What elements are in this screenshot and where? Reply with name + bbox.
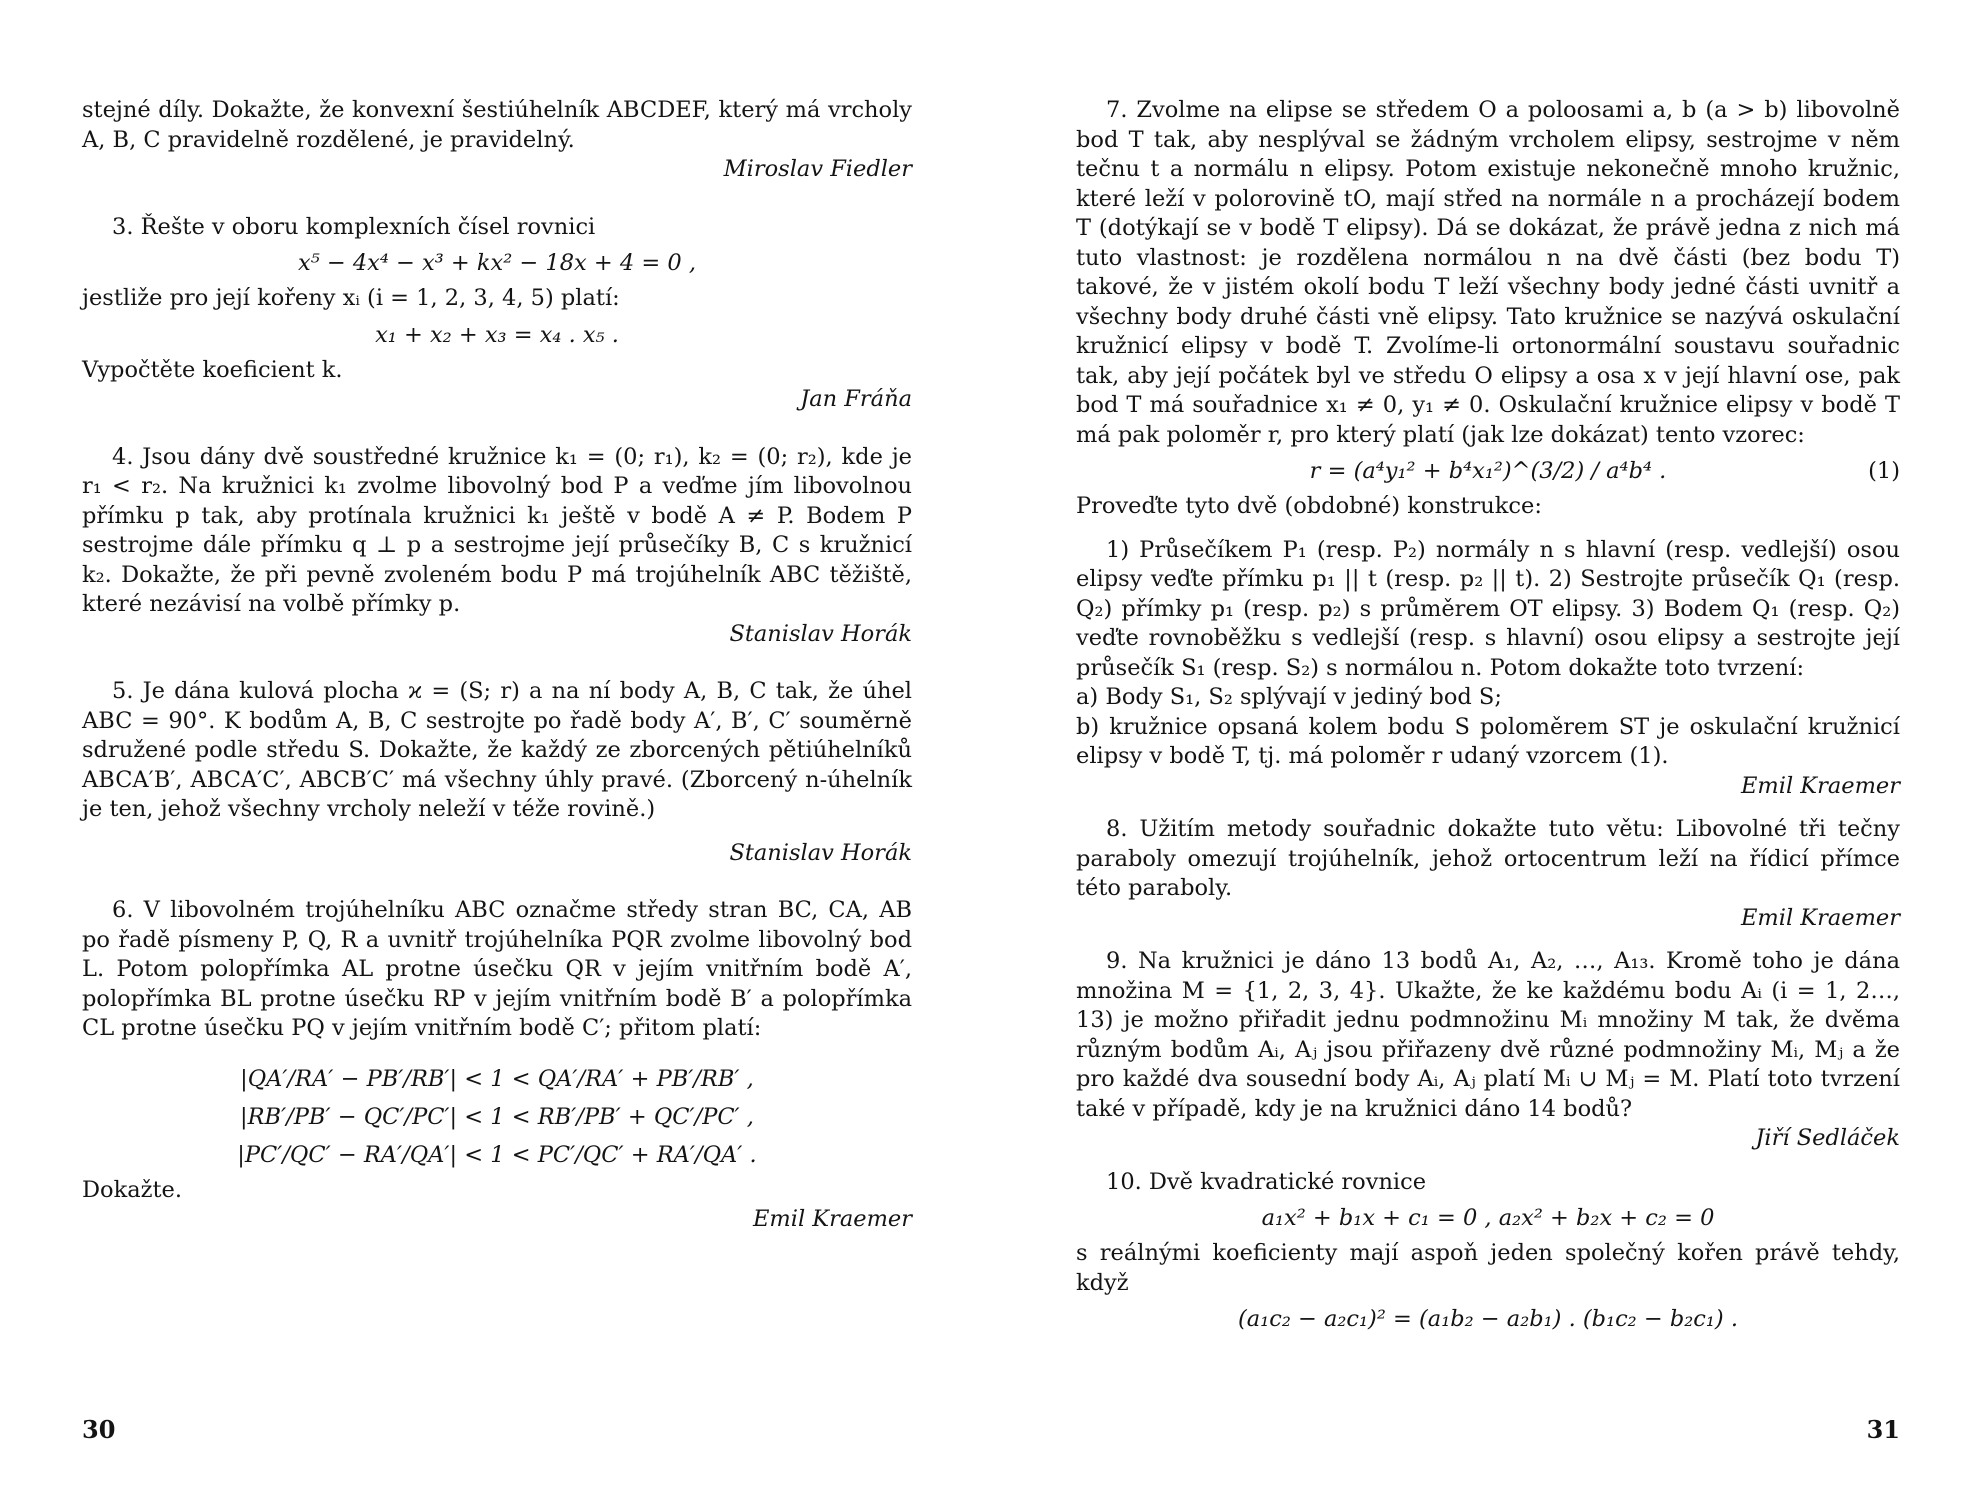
problem-6-task: Dokažte. bbox=[82, 1176, 182, 1203]
problem-7-construction: 1) Průsečíkem P₁ (resp. P₂) normály n s hlavní (resp. vedlejší) osou elipsy veďte přímku p₁ || t (resp. p₂ || t). 2) Sestrojte průsečík Q₁ (resp. Q₂) přímky p₁ (resp. p₂) s průměrem OT elipsy. 3) Bodem Q₁ (resp. Q₂) veďte rovnoběžku s vedlejší (resp. s hlavní) osou elipsy a sestrojte její průsečík S₁ (resp. S₂) s normálou n. Potom dokažte toto tvrzení: bbox=[1076, 536, 1900, 681]
problem-10-text: s reálnými koeficienty mají aspoň jeden společný kořen právě tehdy, když bbox=[1076, 1240, 1900, 1296]
problem-7-text: 7. Zvolme na elipse se středem O a poloosami a, b (a > b) libovolně bod T tak, aby nesplýval se žádným vrcholem elipsy, sestrojme v něm tečnu t a normálu n elipsy. Potom existuje nekonečně mnoho kružnic, které leží v polorovině tO, mají střed na normále n a procházejí bodem T (dotýkají se v bodě T elipsy). Dá se dokázat, že právě jedna z nich má tuto vlastnost: je rozdělena normálou n na dvě části (bez bodu T) takové, že v jistém okolí bodu T leží všechny body jedné části uvnitř a všechny body druhé části vně elipsy. Tato kružnice se nazývá oskulační kružnicí elipsy v bodě T. Zvolíme-li ortonormální soustavu souřadnic tak, aby její počátek byl ve středu O elipsy a osa x v její hlavní ose, pak bod T má souřadnice x₁ ≠ 0, y₁ ≠ 0. Oskulační kružnice elipsy v bodě T má pak poloměr r, pro který platí (jak lze dokázat) tento vzorec: bbox=[1076, 97, 1900, 448]
problem-7-formula: r = (a⁴y₁² + b⁴x₁²)^(3/2) / a⁴b⁴ . bbox=[1309, 458, 1667, 484]
right-page bbox=[990, 0, 1980, 1500]
problem-6-inequality-1: |QA′/RA′ − PB′/RB′| < 1 < QA′/RA′ + PB′/RB′ , bbox=[240, 1065, 754, 1092]
problem-9-author: Jiří Sedláček bbox=[1755, 1125, 1900, 1151]
problem-6-author: Emil Kraemer bbox=[752, 1206, 912, 1232]
problem-3-equation: x⁵ − 4x⁴ − x³ + kx² − 18x + 4 = 0 , bbox=[298, 250, 696, 276]
problem-3-task: Vypočtěte koeficient k. bbox=[82, 356, 343, 383]
problem-6-inequality-2: |RB′/PB′ − QC′/PC′| < 1 < RB′/PB′ + QC′/PC′ , bbox=[240, 1103, 754, 1130]
formula-number: (1) bbox=[1868, 458, 1900, 484]
problem-6-text: 6. V libovolném trojúhelníku ABC označme středy stran BC, CA, AB po řadě písmeny P, Q, R a uvnitř trojúhelníka PQR zvolme libovolný bod L. Potom polopřímka AL protne úsečku QR v jejím vnitřním bodě A′, polopřímka BL protne úsečku RP v jejím vnitřním bodě B′ a polopřímka CL protne úsečku PQ v jejím vnitřním bodě C′; přitom platí: bbox=[82, 897, 912, 1041]
problem-7-item-b: b) kružnice opsaná kolem bodu S poloměrem ST je oskulační kružnicí elipsy v bodě T, tj. má poloměr r udaný vzorcem (1). bbox=[1076, 713, 1900, 769]
right-text-column bbox=[1076, 96, 1900, 1340]
problem-10-condition: (a₁c₂ − a₂c₁)² = (a₁b₂ − a₂b₁) . (b₁c₂ − b₂c₁) . bbox=[1238, 1306, 1738, 1332]
problem-3-relation: x₁ + x₂ + x₃ = x₄ . x₅ . bbox=[375, 321, 619, 348]
problem-7-item-a: a) Body S₁, S₂ splývají v jediný bod S; bbox=[1076, 684, 1502, 710]
problem-7-instruction: Proveďte tyto dvě (obdobné) konstrukce: bbox=[1076, 493, 1542, 519]
page-number-left: 30 bbox=[82, 1415, 116, 1444]
problem-7-formula-row bbox=[1076, 454, 1900, 488]
problem-7-author: Emil Kraemer bbox=[1740, 772, 1900, 799]
left-text-column bbox=[82, 96, 912, 1235]
problem-5-text: 5. Je dána kulová plocha ϰ = (S; r) a na ní body A, B, C tak, že úhel ABC = 90°. K bodům A, B, C sestrojte po řadě body A′, B′, C′ souměrně sdružené podle středu S. Dokažte, že každý ze zborcených pětiúhelníků ABCA′B′, ABCA′C′, ABCB′C′ má všechny úhly pravé. (Zborcený n-úhelník je ten, jehož všechny vrcholy neleží v téže rovině.) bbox=[82, 678, 912, 822]
problem-10-lead: 10. Dvě kvadratické rovnice bbox=[1106, 1168, 1427, 1195]
problem-2-author: Miroslav Fiedler bbox=[723, 156, 912, 182]
problem-6-inequality-3: |PC′/QC′ − RA′/QA′| < 1 < PC′/QC′ + RA′/QA′ . bbox=[237, 1141, 757, 1168]
problem-5-author: Stanislav Horák bbox=[729, 839, 912, 866]
problem-3-lead: 3. Řešte v oboru komplexních čísel rovnici bbox=[112, 213, 596, 240]
problem-3-author: Jan Fráňa bbox=[800, 386, 912, 412]
problem-8-author: Emil Kraemer bbox=[1740, 904, 1900, 931]
problem-2-ending: stejné díly. Dokažte, že konvexní šestiúhelník ABCDEF, který má vrcholy A, B, C pravidelně rozdělené, je pravidelný. bbox=[82, 97, 912, 153]
problem-4-author: Stanislav Horák bbox=[729, 620, 912, 647]
problem-8-text: 8. Užitím metody souřadnic dokažte tuto větu: Libovolné tři tečny paraboly omezují trojúhelník, jehož ortocentrum leží na řídicí přímce této paraboly. bbox=[1076, 816, 1900, 901]
page-number-right: 31 bbox=[1866, 1415, 1900, 1444]
problem-3-condition: jestliže pro její kořeny xᵢ (i = 1, 2, 3, 4, 5) platí: bbox=[82, 285, 620, 311]
problem-10-equations: a₁x² + b₁x + c₁ = 0 , a₂x² + b₂x + c₂ = 0 bbox=[1261, 1205, 1715, 1231]
problem-4-text: 4. Jsou dány dvě soustředné kružnice k₁ = (0; r₁), k₂ = (0; r₂), kde je r₁ < r₂. Na kružnici k₁ zvolme libovolný bod P a veďme jím libovolnou přímku p tak, aby protínala kružnici k₁ ještě v bodě A ≠ P. Bodem P sestrojme dále přímku q ⊥ p a sestrojme její průsečíky B, C s kružnicí k₂. Dokažte, že při pevně zvoleném bodu P má trojúhelník ABC těžiště, které nezávisí na volbě přímky p. bbox=[82, 443, 912, 617]
problem-9-text: 9. Na kružnici je dáno 13 bodů A₁, A₂, …, A₁₃. Kromě toho je dána množina M = {1, 2, 3, 4}. Ukažte, že ke každému bodu Aᵢ (i = 1, 2…, 13) je možno přiřadit jednu podmnožinu Mᵢ množiny M tak, že dvěma různým bodům Aᵢ, Aⱼ jsou přiřazeny dvě různé podmnožiny Mᵢ, Mⱼ a že pro každé dva sousední body Aᵢ, Aⱼ platí Mᵢ ∪ Mⱼ = M. Platí toto tvrzení také v případě, kdy je na kružnici dáno 14 bodů? bbox=[1076, 948, 1900, 1122]
